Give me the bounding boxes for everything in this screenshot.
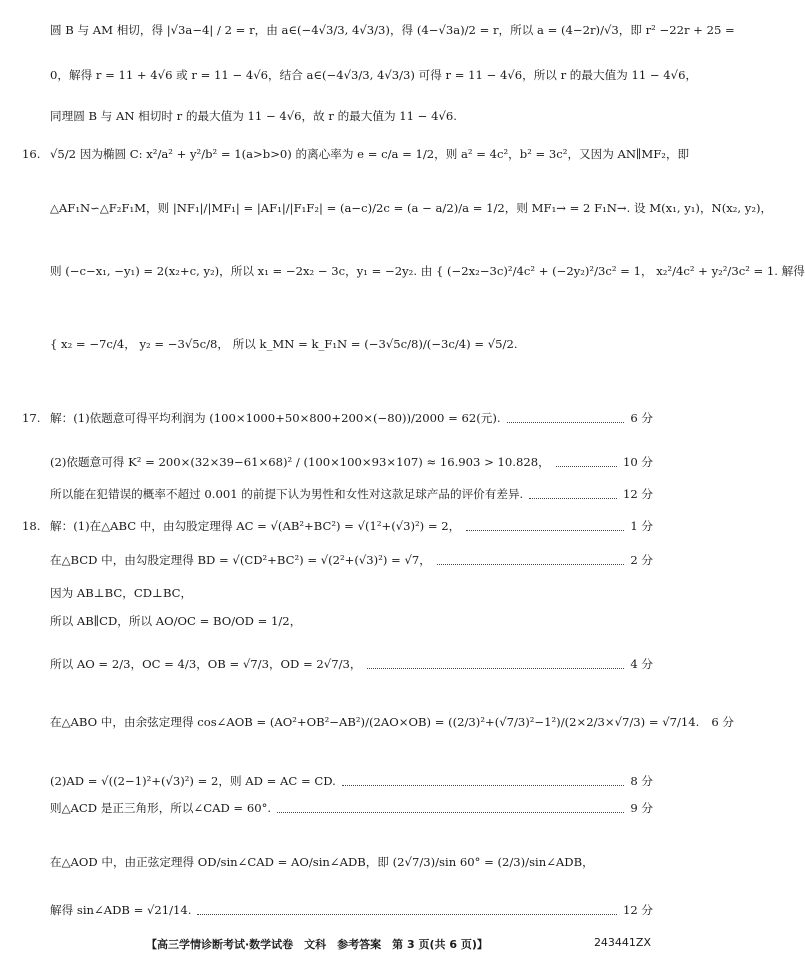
solution-line xyxy=(50,714,735,730)
solution-text: 所以能在犯错误的概率不超过 0.001 的前提下认为男性和女性对这款足球产品的评价有差异. xyxy=(50,487,524,501)
question-number: 18. xyxy=(22,519,41,533)
solution-text: √5/2 因为椭圆 C: x²/a² + y²/b² = 1(a>b>0) 的离心率为 e = c/a = 1/2，则 a² = 4c²，b² = 3c²，又因为 AN∥MF₂，即 xyxy=(50,147,690,161)
dot-leader xyxy=(507,414,625,423)
score-mark: 4 分 xyxy=(630,657,653,671)
solution-line xyxy=(50,67,698,83)
dot-leader xyxy=(556,458,617,467)
dot-leader xyxy=(437,556,625,565)
score-mark: 1 分 xyxy=(630,519,653,533)
score-mark: 10 分 xyxy=(622,455,653,469)
solution-line xyxy=(50,486,653,502)
solution-text: △AF₁N∽△F₂F₁M，则 |NF₁|/|MF₁| = |AF₁|/|F₁F₂| = (a−c)/2c = (a − a/2)/a = 1/2，则 MF₁→ = 2 F₁N→. 设 M(x₁, y₁)，N(x₂, y₂)， xyxy=(50,201,773,215)
score-mark: 9 分 xyxy=(630,801,653,815)
dot-leader xyxy=(466,522,624,531)
solution-line xyxy=(50,902,653,918)
dot-leader xyxy=(367,660,624,669)
solution-line xyxy=(50,22,735,38)
solution-text: 0，解得 r = 11 + 4√6 或 r = 11 − 4√6，结合 a∈(−4√3/3, 4√3/3) 可得 r = 11 − 4√6，所以 r 的最大值为 11 − 4√6， xyxy=(50,68,698,82)
question-number: 17. xyxy=(22,411,41,425)
solution-line xyxy=(50,773,653,789)
score-mark: 12 分 xyxy=(622,487,653,501)
score-mark: 2 分 xyxy=(630,553,653,567)
footer-code: 243441ZX xyxy=(593,936,651,949)
solution-line xyxy=(50,146,690,162)
score-mark: 8 分 xyxy=(630,774,653,788)
dot-leader xyxy=(342,777,625,786)
score-mark: 6 分 xyxy=(711,715,735,729)
question-number: 16. xyxy=(22,147,41,161)
solution-line xyxy=(50,656,653,672)
solution-line xyxy=(50,552,653,568)
solution-text: 在△ABO 中，由余弦定理得 cos∠AOB = (AO²+OB²−AB²)/(2AO×OB) = ((2/3)²+(√7/3)²−1²)/(2×2/3×√7/3) = √7/14. xyxy=(50,715,700,729)
solution-line xyxy=(50,263,805,279)
solution-text: 则△ACD 是正三角形，所以∠CAD = 60°. xyxy=(50,801,272,815)
solution-text: 在△AOD 中，由正弦定理得 OD/sin∠CAD = AO/sin∠ADB，即 (2√7/3)/sin 60° = (2/3)/sin∠ADB， xyxy=(50,855,594,869)
solution-line xyxy=(50,200,773,216)
solution-line xyxy=(50,800,653,816)
solution-line xyxy=(50,518,653,534)
solution-text: (2)AD = √((2−1)²+(√3)²) = 2，则 AD = AC = CD. xyxy=(50,774,336,788)
solution-line xyxy=(50,454,653,470)
solution-line xyxy=(50,613,653,629)
solution-text: 在△BCD 中，由勾股定理得 BD = √(CD²+BC²) = √(2²+(√3)²) = √7， xyxy=(50,553,431,567)
footer-title: 【高三学情诊断考试·数学试卷 文科 参考答案 第 3 页(共 6 页)】 xyxy=(146,938,488,951)
score-mark: 6 分 xyxy=(630,411,653,425)
solution-text: 同理圆 B 与 AN 相切时 r 的最大值为 11 − 4√6，故 r 的最大值为 11 − 4√6. xyxy=(50,109,457,123)
solution-line xyxy=(50,854,653,870)
solution-text: 解得 sin∠ADB = √21/14. xyxy=(50,903,192,917)
dot-leader xyxy=(277,804,624,813)
solution-text: 所以 AO = 2/3，OC = 4/3，OB = √7/3，OD = 2√7/3， xyxy=(50,657,362,671)
solution-text: 圆 B 与 AM 相切，得 |√3a−4| / 2 = r，由 a∈(−4√3/3, 4√3/3)，得 (4−√3a)/2 = r，所以 a = (4−2r)/√3，即 r² −22r + 25 = xyxy=(50,23,735,37)
solution-line xyxy=(50,585,653,601)
solution-text: 解：(1)在△ABC 中，由勾股定理得 AC = √(AB²+BC²) = √(1²+(√3)²) = 2， xyxy=(50,519,461,533)
dot-leader xyxy=(197,906,616,915)
solution-text: 解：(1)依题意可得平均利润为 (100×1000+50×800+200×(−80))/2000 = 62(元). xyxy=(50,411,501,425)
solution-line xyxy=(50,336,653,352)
solution-text: { x₂ = −7c/4， y₂ = −3√5c/8， 所以 k_MN = k_F₁N = (−3√5c/8)/(−3c/4) = √5/2. xyxy=(50,337,518,351)
score-mark: 12 分 xyxy=(622,903,653,917)
solution-text: 因为 AB⊥BC，CD⊥BC， xyxy=(50,586,193,600)
solution-text: (2)依题意可得 K² = 200×(32×39−61×68)² / (100×100×93×107) ≈ 16.903 > 10.828， xyxy=(50,455,550,469)
solution-text: 则 (−c−x₁, −y₁) = 2(x₂+c, y₂)，所以 x₁ = −2x₂ − 3c，y₁ = −2y₂. 由 { (−2x₂−3c)²/4c² + (−2y₂)²/3c² = 1， x₂²/4c² + y₂²/3c² = 1. 解得 xyxy=(50,264,805,278)
solution-line xyxy=(50,410,653,426)
solution-line xyxy=(50,108,653,124)
solution-text: 所以 AB∥CD，所以 AO/OC = BO/OD = 1/2， xyxy=(50,614,302,628)
dot-leader xyxy=(529,490,617,499)
